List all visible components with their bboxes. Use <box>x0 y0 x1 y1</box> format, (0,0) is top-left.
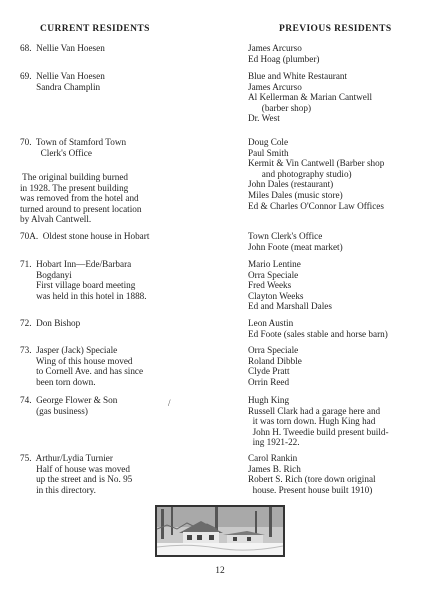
entry-line: 71. Hobart Inn—Ede/Barbara <box>20 259 132 269</box>
entry-line: John H. Tweedie build present build- <box>248 426 389 437</box>
entry-line: by Alvah Cantwell. <box>20 214 92 225</box>
entry-line: Blue and White Restaurant <box>248 71 348 81</box>
entry-line: Paul Smith <box>248 147 289 158</box>
entry-line: (barber shop) <box>248 102 312 113</box>
entry-line: Leon Austin <box>248 318 294 328</box>
entry-line: 70. Town of Stamford Town <box>20 137 127 147</box>
previous-residents-heading: PREVIOUS RESIDENTS <box>279 24 392 34</box>
entry-line: ing 1921-22. <box>248 437 300 448</box>
current-residents-heading: CURRENT RESIDENTS <box>40 24 150 34</box>
entry-line: John Foote (meat market) <box>248 241 343 252</box>
entry-line: James Arcurso <box>248 81 302 92</box>
entry-line: Mario Lentine <box>248 259 301 269</box>
current-entry-73 <box>20 345 220 387</box>
entry-line: John Dales (restaurant) <box>248 179 334 190</box>
entry-line: and photography studio) <box>248 168 352 179</box>
entry-line: Dr. West <box>248 113 280 124</box>
previous-entry-74 <box>248 395 433 448</box>
pen-mark: / <box>168 398 171 408</box>
entry-line: Doug Cole <box>248 137 289 147</box>
previous-entry-70 <box>248 137 433 211</box>
entry-line: it was torn down. Hugh King had <box>248 416 376 427</box>
entry-line: up the street and is No. 95 <box>20 474 133 485</box>
entry-line: The original building burned <box>20 172 129 182</box>
entry-line: was removed from the hotel and <box>20 193 139 204</box>
entry-line: Miles Dales (music store) <box>248 189 343 200</box>
previous-entry-72 <box>248 318 433 339</box>
current-entry-69 <box>20 71 220 92</box>
entry-line: Roland Dibble <box>248 355 302 366</box>
current-entry-70-note <box>20 172 220 225</box>
entry-line: Clyde Pratt <box>248 366 290 377</box>
house-photo-drawing <box>157 507 283 555</box>
entry-line: Clayton Weeks <box>248 290 304 301</box>
entry-line: to Cornell Ave. and has since <box>20 366 144 377</box>
entry-line: Sandra Champlin <box>20 81 101 92</box>
entry-line: Orrin Reed <box>248 376 290 387</box>
entry-line: 75. Arthur/Lydia Turnier <box>20 453 113 463</box>
entry-line: 68. Nellie Van Hoesen <box>20 43 105 53</box>
entry-line: house. Present house built 1910) <box>248 484 373 495</box>
current-entry-72 <box>20 318 220 329</box>
previous-entry-71 <box>248 259 433 312</box>
current-entry-68 <box>20 43 220 54</box>
current-entry-70 <box>20 137 220 158</box>
entry-line: Orra Speciale <box>248 345 299 355</box>
entry-line: was held in this hotel in 1888. <box>20 290 147 301</box>
entry-line: Orra Speciale <box>248 269 299 280</box>
entry-line: Ed & Charles O'Connor Law Offices <box>248 200 384 211</box>
entry-line: Fred Weeks <box>248 280 292 291</box>
current-entry-71 <box>20 259 220 301</box>
entry-line: Town Clerk's Office <box>248 231 323 241</box>
entry-line: (gas business) <box>20 405 88 416</box>
entry-line: James Arcurso <box>248 43 302 53</box>
entry-line: James B. Rich <box>248 463 301 474</box>
entry-line: Ed Hoag (plumber) <box>248 53 320 64</box>
entry-line: Bogdanyi <box>20 269 72 280</box>
entry-line: been torn down. <box>20 376 96 387</box>
entry-line: Russell Clark had a garage here and <box>248 405 381 416</box>
previous-entry-70a <box>248 231 433 252</box>
entry-line: 74. George Flower & Son <box>20 395 118 405</box>
entry-line: First village board meeting <box>20 280 136 291</box>
entry-line: turned around to present location <box>20 203 142 214</box>
entry-line: Wing of this house moved <box>20 355 133 366</box>
entry-line: Ed Foote (sales stable and horse barn) <box>248 328 388 339</box>
entry-line: in 1928. The present building <box>20 182 129 193</box>
current-entry-70a <box>20 231 220 242</box>
entry-line: Ed and Marshall Dales <box>248 301 332 312</box>
entry-line: Clerk's Office <box>20 147 92 158</box>
entry-line: Half of house was moved <box>20 463 130 474</box>
entry-line: 72. Don Bishop <box>20 318 81 328</box>
entry-line: Kermit & Vin Cantwell (Barber shop <box>248 158 385 169</box>
previous-entry-73 <box>248 345 433 387</box>
entry-line: 69. Nellie Van Hoesen <box>20 71 105 81</box>
previous-entry-75 <box>248 453 433 495</box>
entry-line: Carol Rankin <box>248 453 298 463</box>
entry-line: Hugh King <box>248 395 290 405</box>
entry-line: 73. Jasper (Jack) Speciale <box>20 345 118 355</box>
house-in-snow-photo <box>155 505 285 557</box>
entry-line: 70A. Oldest stone house in Hobart <box>20 231 150 241</box>
current-entry-74 <box>20 395 220 416</box>
entry-line: Al Kellerman & Marian Cantwell <box>248 92 372 103</box>
page-number: 12 <box>215 566 225 576</box>
entry-line: Robert S. Rich (tore down original <box>248 474 376 485</box>
previous-entry-69 <box>248 71 433 124</box>
current-entry-75 <box>20 453 220 495</box>
entry-line: in this directory. <box>20 484 96 495</box>
previous-entry-68 <box>248 43 433 64</box>
